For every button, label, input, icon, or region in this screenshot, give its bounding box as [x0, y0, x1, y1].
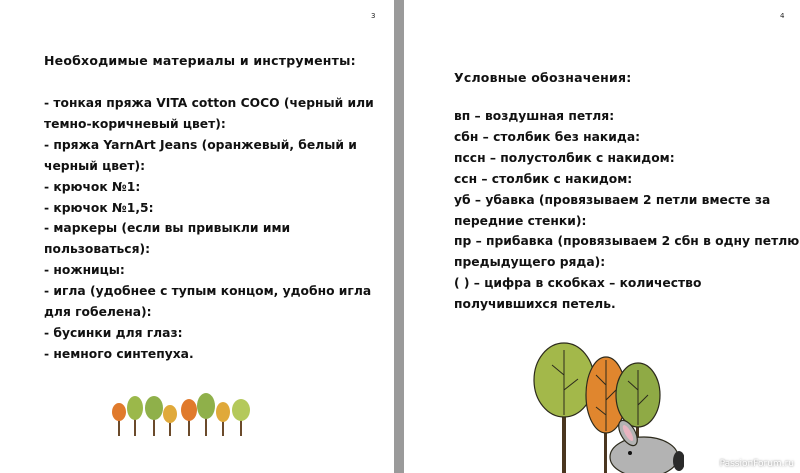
list-item: - немного синтепуха. — [44, 346, 194, 361]
list-item: вп – воздушная петля: — [454, 109, 615, 123]
list-item: - пряжа YarnArt Jeans (оранжевый, белый и — [44, 137, 357, 152]
list-item: темно-коричневый цвет): — [44, 116, 226, 131]
tree-icon — [145, 396, 163, 436]
tree-icon — [232, 399, 250, 436]
list-item: сбн – столбик без накида: — [454, 129, 641, 144]
list-item: ссн – столбик с накидом: — [454, 171, 633, 186]
watermark: PassionForum.ru — [719, 459, 794, 469]
right-page — [404, 0, 800, 473]
list-item: передние стенки): — [454, 213, 587, 228]
list-item: - крючок №1: — [44, 179, 141, 194]
list-item: черный цвет): — [44, 158, 145, 173]
tree-icon — [181, 399, 197, 436]
tree-icon — [197, 393, 215, 436]
page-number: 4 — [780, 12, 785, 20]
bunny-icon — [610, 417, 684, 473]
list-item: уб – убавка (провязываем 2 петли вместе за — [454, 192, 771, 207]
legend-heading: Условные обозначения: — [454, 70, 632, 85]
list-item: получившихся петель. — [454, 297, 616, 312]
list-item: для гобелена): — [44, 305, 152, 320]
list-item: - ножницы: — [44, 263, 125, 278]
list-item: - маркеры (если вы привыкли ими — [44, 221, 291, 236]
small-trees-illustration — [105, 388, 275, 448]
list-item: - игла (удобнее с тупым концом, удобно игла — [44, 284, 372, 299]
list-item: предыдущего ряда): — [454, 255, 606, 270]
page-number: 3 — [371, 12, 376, 20]
list-item: - бусинки для глаз: — [44, 325, 183, 340]
list-item: пользоваться): — [44, 242, 151, 257]
tree-icon — [112, 403, 126, 436]
list-item: пр – прибавка (провязываем 2 сбн в одну петлю — [454, 234, 800, 249]
list-item: пссн – полустолбик с накидом: — [454, 150, 675, 165]
materials-list — [44, 93, 374, 365]
left-page — [0, 0, 394, 473]
list-item: ( ) – цифра в скобках – количество — [454, 276, 702, 291]
tree-icon — [127, 396, 143, 436]
list-item: - тонкая пряжа VITA cotton COCO (черный или — [44, 96, 374, 110]
trees-and-bunny-illustration — [524, 335, 684, 473]
tree-icon — [534, 343, 594, 473]
tree-icon — [163, 405, 177, 436]
tree-icon — [216, 402, 230, 436]
abbreviations-list — [454, 106, 799, 315]
materials-heading: Необходимые материалы и инструменты: — [44, 53, 356, 68]
list-item: - крючок №1,5: — [44, 200, 154, 215]
page-gutter — [394, 0, 404, 473]
